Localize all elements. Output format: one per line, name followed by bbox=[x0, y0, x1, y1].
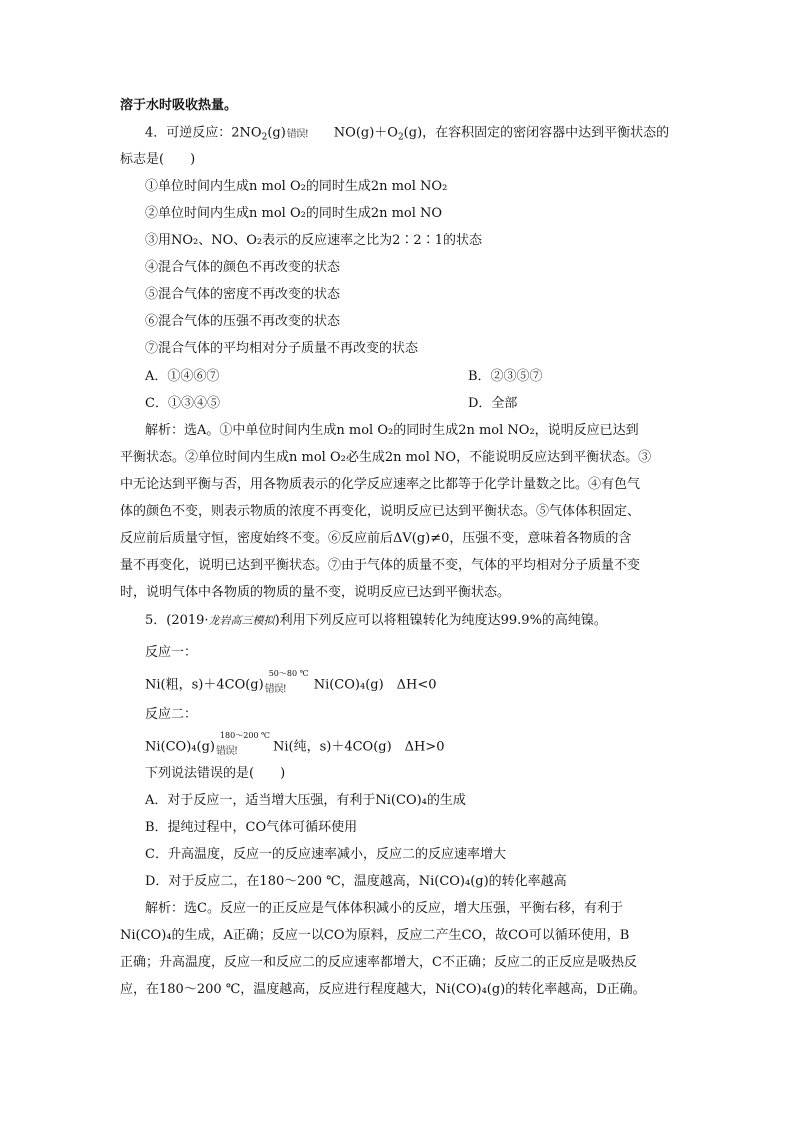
r2-reactants: Ni(CO)₄(g) bbox=[145, 739, 215, 755]
q4-option-d: D．全部 bbox=[468, 396, 518, 411]
q4-item-3: ③用NO₂、NO、O₂表示的反应速率之比为2∶2∶1的状态 bbox=[145, 233, 482, 248]
q5-reaction1-label: 反应一： bbox=[145, 645, 198, 660]
r2-products: Ni(纯，s)＋4CO(g) ΔH>0 bbox=[272, 739, 445, 755]
q4-option-c: C．①③④⑤ bbox=[145, 396, 220, 411]
q5-source: 龙岩高三模拟 bbox=[208, 614, 275, 627]
r2-arrow: 180～200 ℃ 错误! bbox=[215, 731, 270, 757]
q5-analysis-line-1: 解析：选C。反应一的正反应是气体体积减小的反应，增大压强，平衡右移，有利于 bbox=[145, 901, 623, 916]
q4-analysis-line-2: 平衡状态。②单位时间内生成n mol O₂必生成2n mol NO，不能说明反应达到平衡状态。③ bbox=[120, 450, 652, 465]
q4-stem-line1: 4．可逆反应：$2NO_2(g)$ 错误! $NO(g)+O_2(g)$，在容积固定的密闭容器中达到平衡状态的 bbox=[145, 125, 670, 143]
q4-option-a: A．①④⑥⑦ bbox=[145, 369, 220, 384]
q5-ask: 下列说法错误的是( ) bbox=[145, 766, 286, 781]
q4-item-5: ⑤混合气体的密度不再改变的状态 bbox=[145, 287, 341, 302]
q5-analysis-line-2: Ni(CO)₄的生成，A正确；反应一以CO为原料，反应二产生CO，故CO可以循环使用，B bbox=[120, 928, 630, 943]
q5-option-b: B．提纯过程中，CO气体可循环使用 bbox=[145, 820, 358, 835]
q4-stem-line2: 标志是( ) bbox=[120, 152, 196, 167]
q4-analysis-line-5: 反应前后质量守恒，密度始终不变。⑥反应前后ΔV(g)≠0，压强不变，意味着各物质的含 bbox=[120, 531, 632, 546]
r1-products: Ni(CO)₄(g) ΔH<0 bbox=[313, 677, 437, 693]
q4-analysis-line-6: 量不再变化，说明已达到平衡状态。⑦由于气体的质量不变，气体的平均相对分子质量不变 bbox=[120, 558, 641, 573]
q5-reaction2-label: 反应二： bbox=[145, 707, 198, 722]
q5-stem-b: )利用下列反应可以将粗镍转化为纯度达99.9%的高纯镍。 bbox=[274, 613, 607, 628]
q5-stem bbox=[145, 612, 607, 630]
intro-tail-text: 溶于水时吸收热量。 bbox=[120, 98, 238, 113]
q4-item-7: ⑦混合气体的平均相对分子质量不再改变的状态 bbox=[145, 341, 419, 356]
q4-item-6: ⑥混合气体的压强不再改变的状态 bbox=[145, 314, 341, 329]
q5-option-a: A．对于反应一，适当增大压强，有利于Ni(CO)₄的生成 bbox=[145, 793, 466, 808]
q4-analysis-line-3: 中无论达到平衡与否，用各物质表示的化学反应速率之比都等于化学计量数之比。④有色气 bbox=[120, 477, 641, 492]
r1-reactants: Ni(粗，s)＋4CO(g) bbox=[145, 677, 264, 693]
q4-reversible-arrow: 错误! bbox=[286, 129, 308, 140]
q4-stem-d: (g)，在容积固定的密闭容器中达到平衡状态的 bbox=[403, 125, 670, 141]
q5-option-d: D．对于反应二，在180～200 ℃，温度越高，Ni(CO)₄(g)的转化率越高 bbox=[145, 874, 567, 889]
q4-item-4: ④混合气体的颜色不再改变的状态 bbox=[145, 260, 341, 275]
q4-analysis-line-1: 解析：选A。①中单位时间内生成n mol O₂的同时生成2n mol NO₂，说明反应已达到 bbox=[145, 423, 639, 438]
q4-item-2: ②单位时间内生成n mol O₂的同时生成2n mol NO bbox=[145, 206, 443, 221]
q4-stem-c: NO(g)＋O bbox=[333, 125, 398, 141]
q4-item-1: ①单位时间内生成n mol O₂的同时生成2n mol NO₂ bbox=[145, 179, 448, 194]
q4-stem-a: 4．可逆反应：2NO bbox=[145, 125, 262, 141]
q5-analysis-line-3: 正确；升高温度，反应一和反应二的反应速率都增大，C不正确；反应二的正反应是吸热反 bbox=[120, 955, 637, 970]
q4-stem-b: (g) bbox=[267, 125, 286, 141]
q4-analysis-line-4: 体的颜色不变，则表示物质的浓度不再变化，说明反应已达到平衡状态。⑤气体体积固定、 bbox=[120, 504, 641, 519]
q4-analysis-line-7: 时，说明气体中各物质的物质的量不变，说明反应已达到平衡状态。 bbox=[120, 585, 511, 600]
q5-analysis-line-4: 应，在180～200 ℃，温度越高，反应进行程度越大，Ni(CO)₄(g)的转化率越高，D正确。 bbox=[120, 982, 646, 997]
q4-option-b: B．②③⑤⑦ bbox=[468, 369, 543, 384]
q5-reaction2 bbox=[145, 731, 445, 757]
q5-stem-a: 5．(2019· bbox=[145, 613, 209, 628]
r1-arrow: 50～80 ℃ 错误! bbox=[264, 669, 309, 695]
q5-reaction1 bbox=[145, 669, 437, 695]
q5-option-c: C．升高温度，反应一的反应速率减小，反应二的反应速率增大 bbox=[145, 847, 506, 862]
